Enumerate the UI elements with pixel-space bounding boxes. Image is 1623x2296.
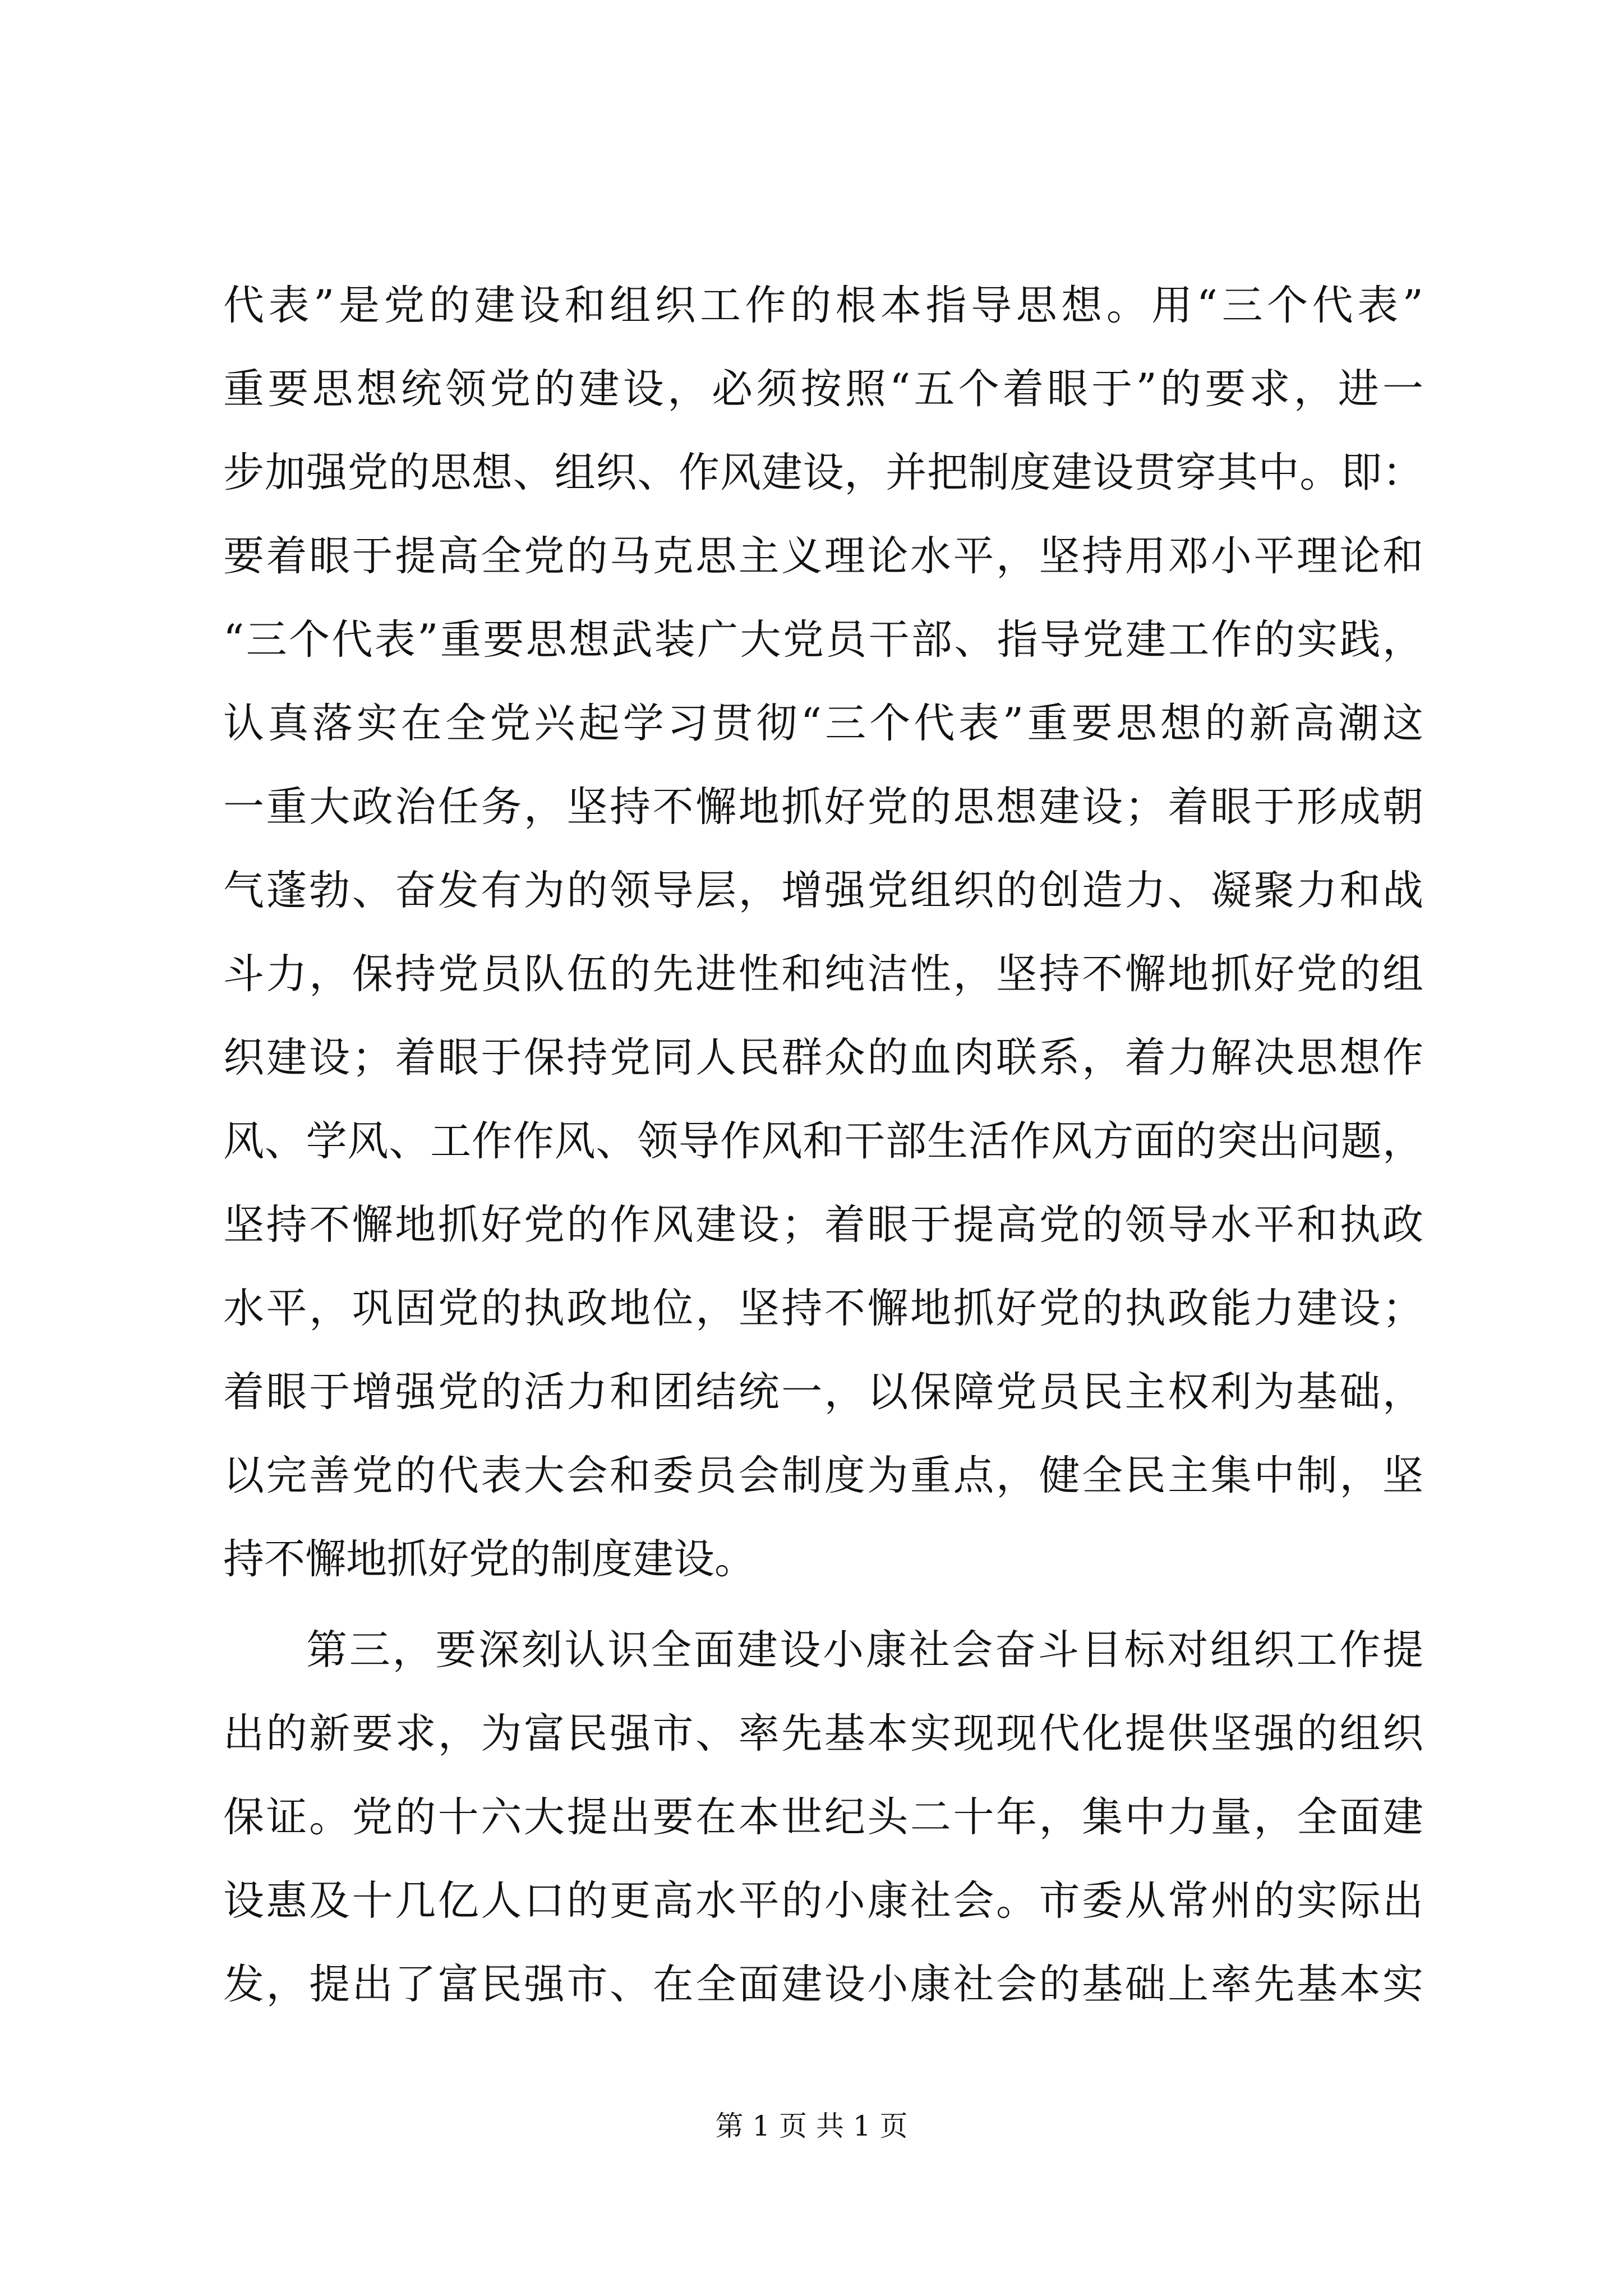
text-line: 设惠及十几亿人口的更高水平的小康社会。市委从常州的实际出: [223, 1877, 1423, 1925]
text-line: 风、学风、工作作风、领导作风和干部生活作风方面的突出问题，: [223, 1117, 1423, 1165]
text-line: 气蓬勃、奋发有为的领导层，增强党组织的创造力、凝聚力和战: [223, 867, 1423, 914]
page-number-label: 第 1 页 共 1 页: [715, 2110, 908, 2142]
text-line: “三个代表”重要思想武装广大党员干部、指导党建工作的实践，: [223, 616, 1423, 664]
text-line: 步加强党的思想、组织、作风建设，并把制度建设贯穿其中。即：: [223, 449, 1423, 496]
text-line: 织建设；着眼于保持党同人民群众的血肉联系，着力解决思想作: [223, 1034, 1423, 1082]
text-line: 斗力，保持党员队伍的先进性和纯洁性，坚持不懈地抓好党的组: [223, 950, 1423, 998]
text-line: 重要思想统领党的建设，必须按照“五个着眼于”的要求，进一: [223, 365, 1423, 413]
text-line: 认真落实在全党兴起学习贯彻“三个代表”重要思想的新高潮这: [223, 700, 1423, 747]
paragraph-2: [223, 1608, 1423, 2026]
text-line: 坚持不懈地抓好党的作风建设；着眼于提高党的领导水平和执政: [223, 1201, 1423, 1249]
paragraph-1: [223, 264, 1423, 1601]
text-line: 水平，巩固党的执政地位，坚持不懈地抓好党的执政能力建设；: [223, 1285, 1423, 1332]
text-line: 要着眼于提高全党的马克思主义理论水平，坚持用邓小平理论和: [223, 532, 1423, 580]
text-line: 出的新要求，为富民强市、率先基本实现现代化提供坚强的组织: [223, 1710, 1423, 1757]
text-line: 代表”是党的建设和组织工作的根本指导思想。用“三个代表”: [223, 282, 1423, 329]
text-line: 着眼于增强党的活力和团结统一，以保障党员民主权利为基础，: [223, 1368, 1423, 1416]
page-footer: [0, 2106, 1623, 2146]
text-line: 发，提出了富民强市、在全面建设小康社会的基础上率先基本实: [223, 1961, 1423, 2008]
text-line: 以完善党的代表大会和委员会制度为重点，健全民主集中制，坚: [223, 1452, 1423, 1499]
text-line: 一重大政治任务，坚持不懈地抓好党的思想建设；着眼于形成朝: [223, 783, 1423, 831]
paragraph-gap: [223, 1601, 1423, 1608]
text-line: 持不懈地抓好党的制度建设。: [223, 1535, 755, 1583]
text-line: 第三，要深刻认识全面建设小康社会奋斗目标对组织工作提: [306, 1626, 1423, 1674]
text-line: 保证。党的十六大提出要在本世纪头二十年，集中力量，全面建: [223, 1793, 1423, 1841]
document-body: [223, 264, 1423, 2026]
